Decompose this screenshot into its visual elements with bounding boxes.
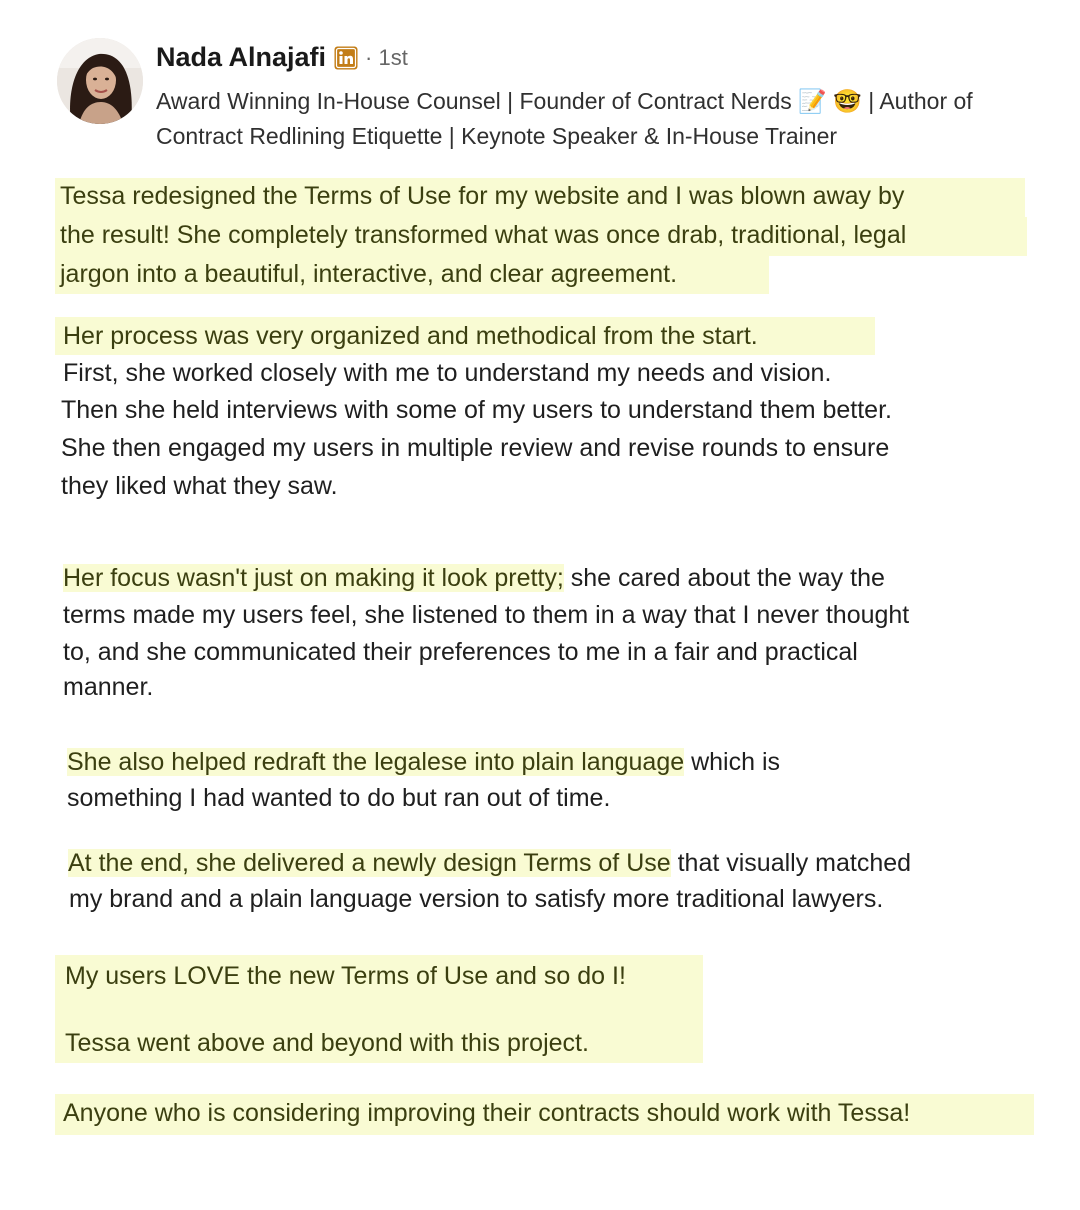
review-text: First, she worked closely with me to understand my needs and vision. [63, 359, 832, 387]
highlighted-phrase: newly design Terms of Use [372, 849, 671, 877]
highlighted-phrase: She also helped redraft the legalese into plain language [67, 748, 685, 776]
review-text [67, 743, 780, 781]
review-text: jargon into a beautiful, interactive, and clear agreement. [60, 260, 678, 288]
avatar[interactable] [57, 38, 143, 124]
review-text: She then engaged my users in multiple review and revise rounds to ensure [61, 434, 890, 462]
review-text: Then she held interviews with some of my users to understand them better. [61, 396, 892, 424]
author-name-line [156, 42, 408, 73]
connection-degree: · 1st [365, 44, 408, 70]
review-text: my brand and a plain language version to satisfy more traditional lawyers. [69, 885, 884, 913]
review-text: terms made my users feel, she listened to them in a way that I never thought [63, 601, 910, 629]
review-text: Anyone who is considering improving their contracts should work with Tessa! [63, 1099, 911, 1127]
review-text: to, and she communicated their preferences to me in a fair and practical [63, 638, 858, 666]
review-text: Tessa redesigned the Terms of Use for my website and I was blown away by [60, 182, 905, 210]
highlighted-phrase: Her focus wasn't just on making it look pretty; [63, 564, 564, 592]
review-text [68, 844, 911, 882]
linkedin-premium-icon [334, 46, 358, 70]
avatar-portrait [57, 38, 143, 124]
review-text: Her process was very organized and methodical from the start. [63, 322, 758, 350]
review-text: something I had wanted to do but ran out of time. [67, 784, 611, 812]
review-text: Tessa went above and beyond with this project. [65, 1029, 589, 1057]
review-text: the result! She completely transformed what was once drab, traditional, legal [60, 221, 907, 249]
review-text: they liked what they saw. [61, 472, 338, 500]
review-text-rest: she cared about the way the [563, 564, 885, 592]
review-text: manner. [63, 673, 154, 701]
review-text-rest: which is [684, 748, 781, 776]
review-text-rest: that visually matched [670, 849, 912, 877]
author-name[interactable]: Nada Alnajafi [156, 42, 327, 72]
highlighted-phrase: At the end, she delivered a [68, 849, 373, 877]
review-text: My users LOVE the new Terms of Use and so do I! [65, 962, 626, 990]
review-text [63, 559, 885, 597]
author-headline: Award Winning In-House Counsel | Founder of Contract Nerds 📝 🤓 | Author of Contract Redlining Etiquette | Keynote Speaker & In-House Trainer [156, 88, 973, 149]
